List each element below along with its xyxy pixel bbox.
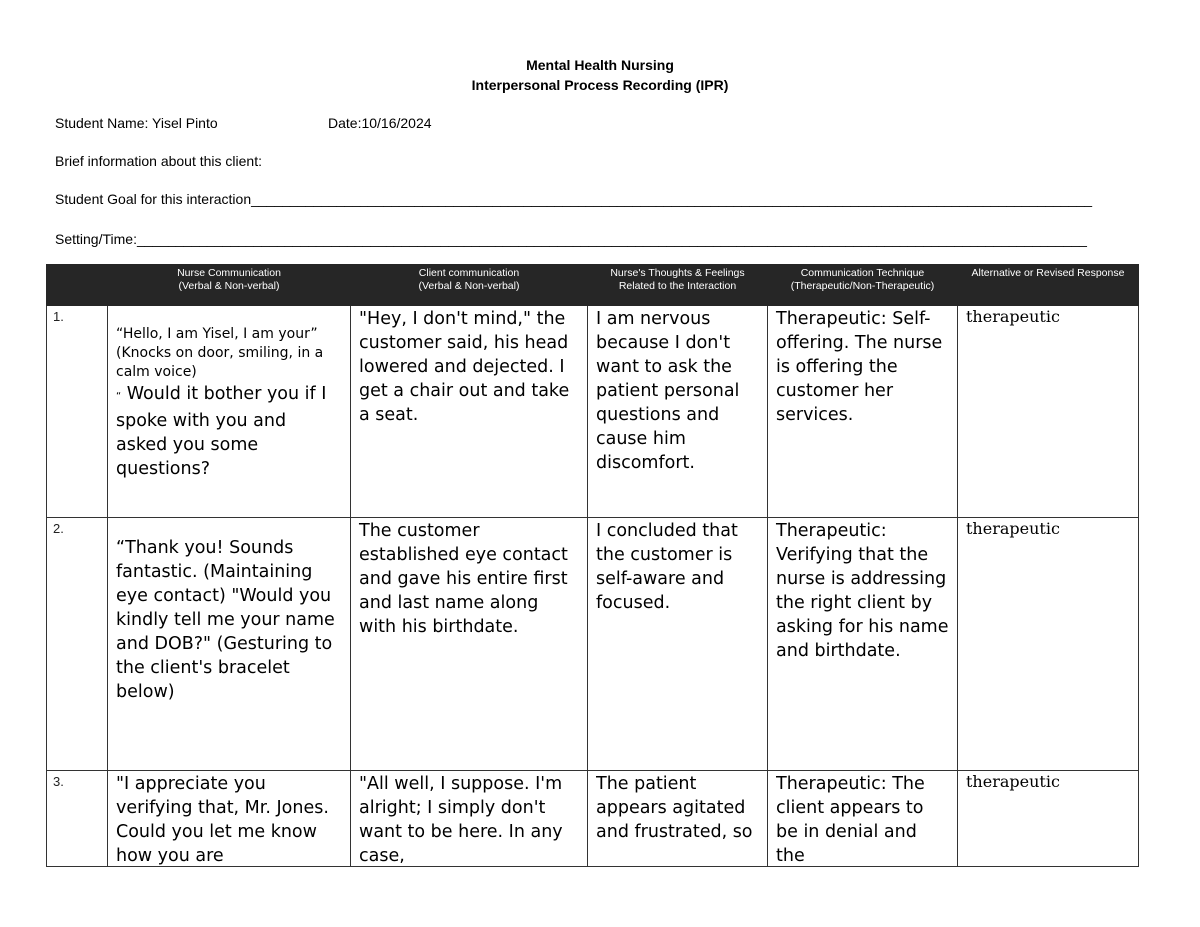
table-row bbox=[47, 771, 1139, 867]
row-number: 3. bbox=[47, 771, 108, 867]
setting-time-line: Setting/Time:__________________________________________________________________________________________________________________________ bbox=[55, 231, 1087, 247]
technique-cell: Therapeutic: Verifying that the nurse is addressing the right client by asking for his name and birthdate. bbox=[768, 518, 958, 771]
ipr-table bbox=[46, 264, 1139, 867]
thoughts-text: The patient appears agitated and frustrated, so bbox=[596, 774, 753, 842]
nurse-question-text: Would it bother you if I spoke with you and asked you some questions? bbox=[116, 384, 327, 479]
technique-cell bbox=[768, 771, 958, 867]
brief-info-label: Brief information about this client: bbox=[55, 153, 262, 169]
nurse-thoughts-cell: I am nervous because I don't want to ask the patient personal questions and cause him discomfort. bbox=[588, 306, 768, 518]
nurse-text: "I appreciate you verifying that, Mr. Jones. Could you let me know how you are bbox=[116, 774, 329, 866]
client-communication-cell bbox=[351, 771, 588, 867]
client-text: "All well, I suppose. I'm alright; I simply don't want to be here. In any case, bbox=[359, 774, 563, 866]
technique-cell: Therapeutic: Self-offering. The nurse is offering the customer her services. bbox=[768, 306, 958, 518]
client-communication-cell: The customer established eye contact and gave his entire first and last name along with his birthdate. bbox=[351, 518, 588, 771]
header-alternative-response: Alternative or Revised Response bbox=[958, 265, 1139, 306]
header-number bbox=[47, 265, 108, 306]
nurse-communication-cell: “Thank you! Sounds fantastic. (Maintaining eye contact) "Would you kindly tell me your name and DOB?" (Gesturing to the client's bracelet below) bbox=[108, 518, 351, 771]
nurse-thoughts-cell bbox=[588, 771, 768, 867]
client-communication-cell: "Hey, I don't mind," the customer said, his head lowered and dejected. I get a chair out and take a seat. bbox=[351, 306, 588, 518]
nurse-communication-cell bbox=[108, 771, 351, 867]
student-goal-line: Student Goal for this interaction____________________________________________________________________________________________________________ bbox=[55, 191, 1093, 207]
row-number: 2. bbox=[47, 518, 108, 771]
student-name: Student Name: Yisel Pinto bbox=[55, 115, 218, 131]
table-row bbox=[47, 518, 1139, 771]
nurse-communication-cell bbox=[108, 306, 351, 518]
header-client-communication: Client communication (Verbal & Non-verbal) bbox=[351, 265, 588, 306]
header-nurse-thoughts: Nurse's Thoughts & Feelings Related to the Interaction bbox=[588, 265, 768, 306]
technique-text: Therapeutic: The client appears to be in denial and the bbox=[776, 774, 925, 866]
alternative-response-cell: therapeutic bbox=[958, 771, 1139, 867]
table-row bbox=[47, 306, 1139, 518]
alternative-response-cell: therapeutic bbox=[958, 306, 1139, 518]
nurse-quote-mark: “ bbox=[116, 391, 122, 402]
alternative-response-cell: therapeutic bbox=[958, 518, 1139, 771]
row-number: 1. bbox=[47, 306, 108, 518]
document-title: Mental Health Nursing bbox=[526, 57, 674, 73]
document-subtitle: Interpersonal Process Recording (IPR) bbox=[471, 77, 729, 93]
date-field: Date:10/16/2024 bbox=[328, 115, 432, 131]
nurse-greeting-text: “Hello, I am Yisel, I am your” (Knocks on door, smiling, in a calm voice) bbox=[116, 326, 324, 380]
table-header-row bbox=[47, 265, 1139, 306]
header-communication-technique: Communication Technique (Therapeutic/Non-Therapeutic) bbox=[768, 265, 958, 306]
header-nurse-communication: Nurse Communication (Verbal & Non-verbal) bbox=[108, 265, 351, 306]
nurse-thoughts-cell: I concluded that the customer is self-aware and focused. bbox=[588, 518, 768, 771]
